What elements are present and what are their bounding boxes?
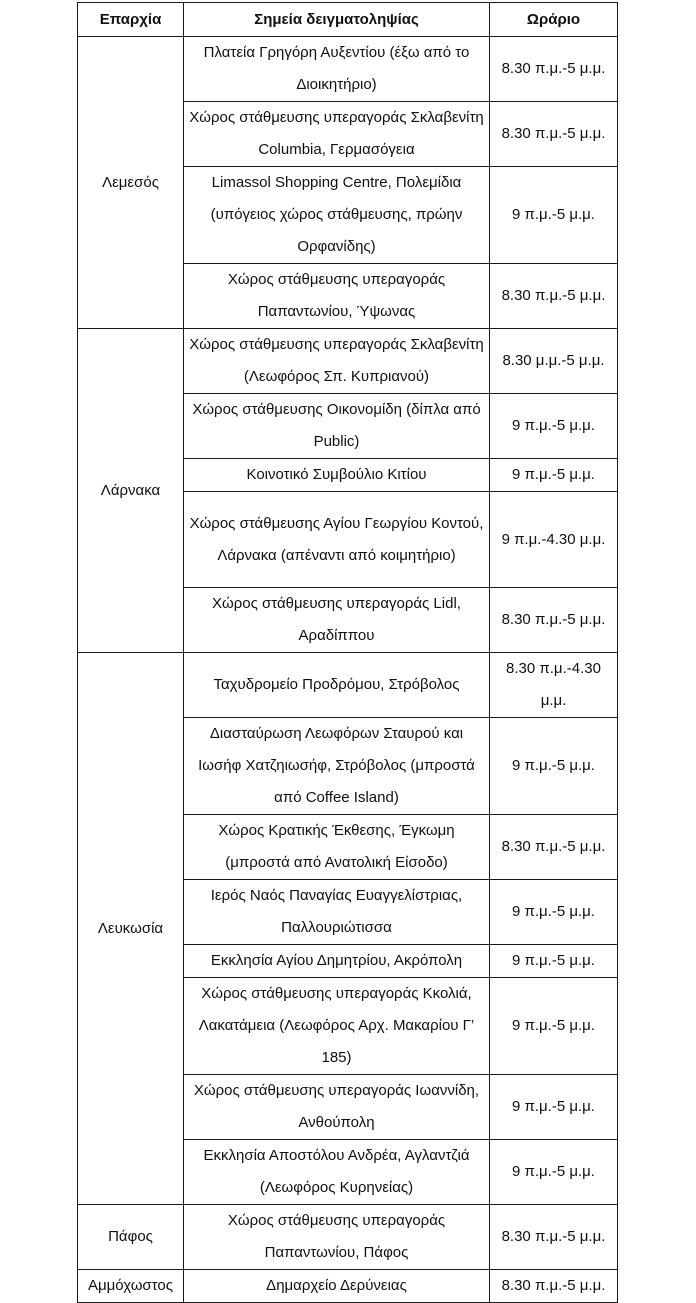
location-cell: Χώρος Κρατικής Έκθεσης, Έγκωμη (μπροστά από Ανατολική Είσοδο) bbox=[184, 815, 490, 880]
header-row bbox=[78, 3, 618, 37]
location-cell: Πλατεία Γρηγόρη Αυξεντίου (έξω από το Διοικητήριο) bbox=[184, 37, 490, 102]
location-cell: Limassol Shopping Centre, Πολεμίδια (υπόγειος χώρος στάθμευσης, πρώην Ορφανίδης) bbox=[184, 167, 490, 264]
region-cell-nicosia: Λευκωσία bbox=[78, 653, 184, 1205]
location-cell: Κοινοτικό Συμβούλιο Κιτίου bbox=[184, 459, 490, 492]
hours-cell: 8.30 π.μ.-5 μ.μ. bbox=[490, 1270, 618, 1303]
sampling-points-table bbox=[77, 2, 618, 1303]
location-cell: Χώρος στάθμευσης υπεραγοράς Lidl, Αραδίππου bbox=[184, 588, 490, 653]
location-cell: Χώρος στάθμευσης Οικονομίδη (δίπλα από Public) bbox=[184, 394, 490, 459]
hours-cell: 9 π.μ.-5 μ.μ. bbox=[490, 718, 618, 815]
location-cell: Εκκλησία Αγίου Δημητρίου, Ακρόπολη bbox=[184, 945, 490, 978]
hours-cell: 9 π.μ.-5 μ.μ. bbox=[490, 1075, 618, 1140]
location-cell: Χώρος στάθμευσης υπεραγοράς Κκολιά, Λακατάμεια (Λεωφόρος Αρχ. Μακαρίου Γ’ 185) bbox=[184, 978, 490, 1075]
hours-cell: 8.30 π.μ.-5 μ.μ. bbox=[490, 102, 618, 167]
hours-cell: 9 π.μ.-5 μ.μ. bbox=[490, 167, 618, 264]
location-cell: Χώρος στάθμευσης υπεραγοράς Σκλαβενίτη (Λεωφόρος Σπ. Κυπριανού) bbox=[184, 329, 490, 394]
region-cell-larnaca: Λάρνακα bbox=[78, 329, 184, 653]
location-cell: Δημαρχείο Δερύνειας bbox=[184, 1270, 490, 1303]
location-cell: Χώρος στάθμευσης υπεραγοράς Παπαντωνίου, Πάφος bbox=[184, 1205, 490, 1270]
hours-cell: 9 π.μ.-4.30 μ.μ. bbox=[490, 492, 618, 588]
location-cell: Ταχυδρομείο Προδρόμου, Στρόβολος bbox=[184, 653, 490, 718]
location-cell: Χώρος στάθμευσης υπεραγοράς Ιωαννίδη, Ανθούπολη bbox=[184, 1075, 490, 1140]
region-cell-paphos: Πάφος bbox=[78, 1205, 184, 1270]
hours-cell: 8.30 π.μ.-5 μ.μ. bbox=[490, 264, 618, 329]
header-hours: Ωράριο bbox=[490, 3, 618, 37]
hours-cell: 9 π.μ.-5 μ.μ. bbox=[490, 394, 618, 459]
location-cell: Διασταύρωση Λεωφόρων Σταυρού και Ιωσήφ Χατζηιωσήφ, Στρόβολος (μπροστά από Coffee Island) bbox=[184, 718, 490, 815]
table-row bbox=[78, 653, 618, 718]
header-location: Σημεία δειγματοληψίας bbox=[184, 3, 490, 37]
hours-cell: 9 π.μ.-5 μ.μ. bbox=[490, 1140, 618, 1205]
table-row bbox=[78, 329, 618, 394]
hours-cell: 8.30 π.μ.-5 μ.μ. bbox=[490, 37, 618, 102]
location-cell: Ιερός Ναός Παναγίας Ευαγγελίστριας, Παλλουριώτισσα bbox=[184, 880, 490, 945]
location-cell: Χώρος στάθμευσης υπεραγοράς Παπαντωνίου, Ύψωνας bbox=[184, 264, 490, 329]
region-cell-limassol: Λεμεσός bbox=[78, 37, 184, 329]
region-cell-famagusta: Αμμόχωστος bbox=[78, 1270, 184, 1303]
table-row bbox=[78, 1205, 618, 1270]
table-row bbox=[78, 1270, 618, 1303]
hours-cell: 8.30 π.μ.-5 μ.μ. bbox=[490, 1205, 618, 1270]
hours-cell: 8.30 π.μ.-5 μ.μ. bbox=[490, 588, 618, 653]
hours-cell: 8.30 π.μ.-5 μ.μ. bbox=[490, 815, 618, 880]
hours-cell: 8.30 π.μ.-4.30 μ.μ. bbox=[490, 653, 618, 718]
location-cell: Χώρος στάθμευσης υπεραγοράς Σκλαβενίτη Columbia, Γερμασόγεια bbox=[184, 102, 490, 167]
header-region: Επαρχία bbox=[78, 3, 184, 37]
hours-cell: 9 π.μ.-5 μ.μ. bbox=[490, 978, 618, 1075]
location-cell: Εκκλησία Αποστόλου Ανδρέα, Αγλαντζιά (Λεωφόρος Κυρηνείας) bbox=[184, 1140, 490, 1205]
location-cell: Χώρος στάθμευσης Αγίου Γεωργίου Κοντού, Λάρνακα (απέναντι από κοιμητήριο) bbox=[184, 492, 490, 588]
hours-cell: 8.30 μ.μ.-5 μ.μ. bbox=[490, 329, 618, 394]
table-row bbox=[78, 37, 618, 102]
hours-cell: 9 π.μ.-5 μ.μ. bbox=[490, 459, 618, 492]
hours-cell: 9 π.μ.-5 μ.μ. bbox=[490, 880, 618, 945]
hours-cell: 9 π.μ.-5 μ.μ. bbox=[490, 945, 618, 978]
